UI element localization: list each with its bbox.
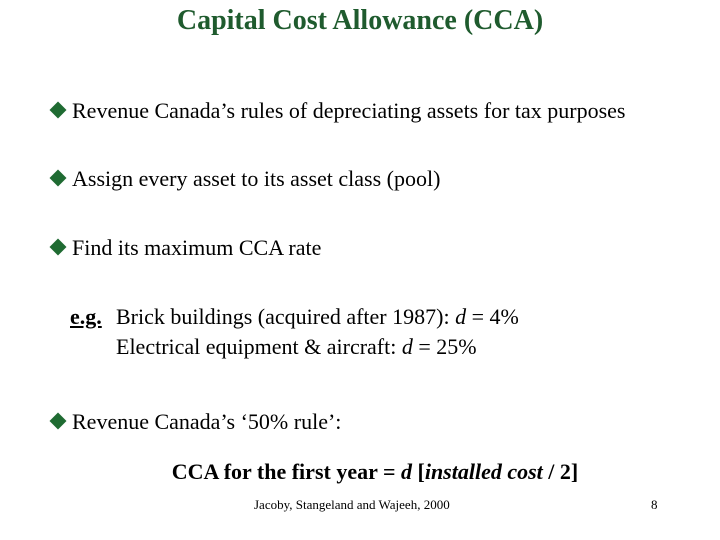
example-line-brick [70, 302, 519, 332]
diamond-bullet-icon [50, 170, 67, 187]
example-block [70, 302, 519, 362]
bullet-item-cca-rate [50, 234, 321, 262]
page-number: 8 [651, 497, 658, 512]
rate-value: = 25% [412, 334, 477, 359]
bullet-text: Revenue Canada’s rules of depreciating assets for tax purposes [72, 98, 626, 123]
bullet-item-depreciation-rules [50, 97, 626, 125]
diamond-bullet-icon [50, 413, 67, 430]
rate-variable: d [401, 334, 413, 359]
cca-formula: CCA for the first year = d [installed cost / 2] [171, 459, 579, 484]
slide-title: Capital Cost Allowance (CCA) [176, 5, 544, 36]
bullet-text: Revenue Canada’s ‘50% rule’: [72, 409, 342, 434]
footer-credit: Jacoby, Stangeland and Wajeeh, 2000 [254, 497, 450, 512]
example-label: e.g. [70, 304, 102, 329]
bullet-text: Assign every asset to its asset class (pool) [72, 166, 441, 191]
example-line-electrical [70, 332, 519, 362]
example-text: Brick buildings (acquired after 1987): [116, 304, 456, 329]
bullet-text: Find its maximum CCA rate [72, 235, 322, 260]
rate-value: = 4% [466, 304, 519, 329]
diamond-bullet-icon [50, 239, 67, 256]
bullet-item-fifty-percent-rule [50, 408, 341, 436]
diamond-bullet-icon [50, 102, 67, 119]
rate-variable: d [455, 304, 467, 329]
example-text: Electrical equipment & aircraft: [116, 334, 402, 359]
bullet-item-asset-class [50, 165, 440, 193]
